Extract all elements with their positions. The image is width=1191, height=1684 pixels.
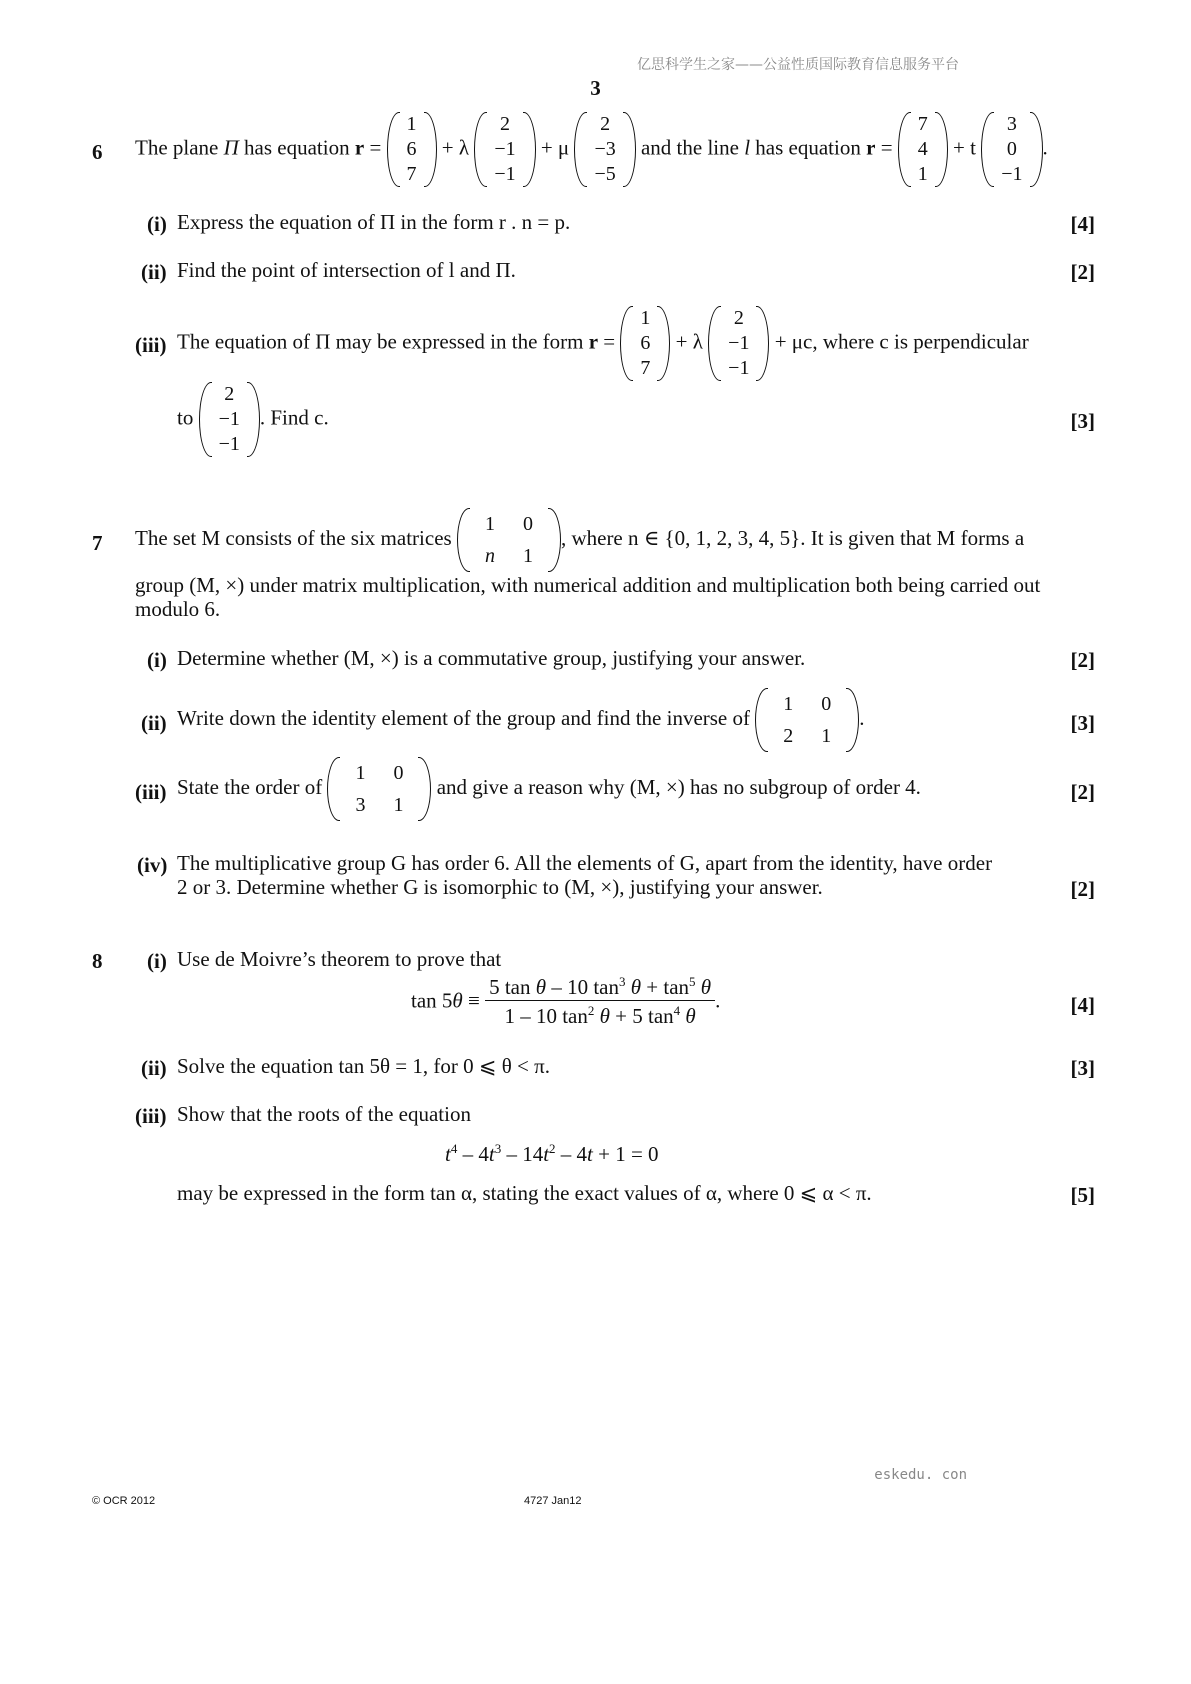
q7-intro-b: , where n ∈ {0, 1, 2, 3, 4, 5}. It is given that M forms a (560, 525, 1025, 550)
cell: 1 (393, 794, 404, 816)
cell: 2 (783, 725, 794, 747)
q6-part-iii-to: to (177, 405, 194, 430)
q7-part-ii-mark: [3] (1070, 711, 1095, 735)
q7-part-ii-matrix (755, 688, 859, 752)
cell: 1 (917, 163, 928, 185)
cell: 0 (821, 693, 832, 715)
q7-part-iii-label: (iii) (135, 780, 167, 804)
q7-part-iv-label: (iv) (137, 853, 168, 877)
q8-part-iii-mark: [5] (1070, 1183, 1095, 1207)
cell: 1 (484, 513, 495, 535)
q6-r2: r (866, 135, 876, 160)
cell: −1 (218, 433, 240, 455)
q6-r: r (354, 135, 365, 160)
q6-plus-lambda: + λ (441, 135, 470, 160)
q6-part-iii-mark: [3] (1070, 409, 1095, 433)
q6-part-iii-plus-lambda: + λ (675, 329, 703, 354)
q6-line-text-b: has equation (750, 135, 867, 160)
q8-part-iii-text: Show that the roots of the equation (177, 1102, 471, 1126)
q6-intro-b: has equation (238, 135, 355, 160)
cell: 2 (733, 307, 744, 329)
q6-part-iii-vector-a (620, 306, 670, 381)
q6-part-ii-text: Find the point of intersection of l and Π. (177, 258, 516, 282)
fraction-numerator: 5 tan θ – 10 $\tan^3 \theta + \tan^5 \theta$ (485, 975, 715, 1001)
q6-line-text-a: and the line (640, 135, 745, 160)
q8-part-ii-text: Solve the equation tan 5θ = 1, for 0 ⩽ θ < π. (177, 1054, 550, 1078)
cell: 1 (821, 725, 832, 747)
q6-vector-b (474, 112, 535, 187)
cell: 7 (917, 113, 928, 135)
cell: −1 (494, 163, 516, 185)
q6-stem (135, 112, 1048, 187)
q7-part-iii-text-b: and give a reason why (M, ×) has no subgroup of order 4. (436, 774, 921, 799)
cell: 2 (224, 383, 235, 405)
footer-watermark: eskedu. con (874, 1467, 967, 1483)
q7-part-iv-line1: The multiplicative group G has order 6. All the elements of G, apart from the identity, have order (177, 851, 993, 875)
cell: 4 (917, 138, 928, 160)
q7-stem-line1 (135, 508, 1024, 572)
q7-part-ii-label: (ii) (141, 711, 167, 735)
footer-code: 4727 Jan12 (524, 1495, 582, 1507)
fraction-denominator: 1 – 10 $\tan^2 \theta + 5$ $\tan^4 \theta$ (504, 1003, 696, 1028)
cell: 7 (406, 163, 417, 185)
cell: n (484, 545, 495, 567)
header-watermark: 亿思科学生之家——公益性质国际教育信息服务平台 (637, 57, 959, 73)
q7-intro-a: The set M consists of the six matrices (135, 525, 452, 550)
q6-part-iii-eq: = (598, 329, 621, 354)
cell: 0 (393, 762, 404, 784)
cell: −1 (728, 357, 750, 379)
cell: 0 (522, 513, 533, 535)
q6-equals2: = (875, 135, 898, 160)
q6-vector-d (898, 112, 948, 187)
q7-part-i-mark: [2] (1070, 648, 1095, 672)
cell: 6 (640, 332, 651, 354)
q8-part-iii-text2: may be expressed in the form tan α, stating the exact values of α, where 0 ⩽ α < π. (177, 1181, 872, 1205)
q6-l: l (744, 135, 751, 160)
q7-part-iii-line (177, 757, 921, 821)
q6-vector-e (981, 112, 1042, 187)
page-number: 3 (590, 76, 601, 100)
q8-part-iii-label: (iii) (135, 1104, 167, 1128)
q7-part-iii-mark: [2] (1070, 780, 1095, 804)
q6-part-i-label: (i) (147, 212, 167, 236)
q6-number: 6 (92, 140, 103, 164)
q6-part-iii-find: . Find c. (259, 405, 329, 430)
q6-part-iii-line2 (177, 382, 329, 457)
q8-part-ii-label: (ii) (141, 1056, 167, 1080)
q6-equals: = (364, 135, 387, 160)
cell: −1 (728, 332, 750, 354)
cell: 1 (406, 113, 417, 135)
cell: 3 (355, 794, 366, 816)
cell: −1 (218, 408, 240, 430)
q6-part-i-text: Express the equation of Π in the form r . n = p. (177, 210, 571, 234)
q6-part-iii-line1 (177, 306, 1029, 381)
q8-identity: tan 5θ ≡ $\frac{5 \tan \theta - 10 \tan^3 \theta + \tan^5 \theta}{1 - 10 \tan^2 \theta + 5 \tan^4 \theta}$ . (411, 974, 721, 1028)
q8-part-ii-mark: [3] (1070, 1056, 1095, 1080)
cell: 1 (640, 307, 651, 329)
q6-plus-mu: + μ (540, 135, 570, 160)
q6-part-iii-vector-b (708, 306, 769, 381)
q7-number: 7 (92, 531, 103, 555)
q7-part-iii-text-a: State the order of (177, 774, 323, 799)
q6-vector-c (574, 112, 635, 187)
footer-copyright: © OCR 2012 (92, 1495, 156, 1507)
q7-part-iv-mark: [2] (1070, 877, 1095, 901)
cell: −5 (594, 163, 616, 185)
q8-part-i-mark: [4] (1070, 993, 1095, 1017)
cell: 7 (640, 357, 651, 379)
q8-number: 8 (92, 949, 103, 973)
cell: 1 (522, 545, 533, 567)
q6-vector-a (387, 112, 437, 187)
cell: 0 (1006, 138, 1017, 160)
q6-part-ii-label: (ii) (141, 260, 167, 284)
q6-part-iii-vector-perp (199, 382, 260, 457)
q6-part-iii-text-b: + μc, where c is perpendicular (774, 329, 1029, 354)
q7-part-iv-line2: 2 or 3. Determine whether G is isomorphic to (M, ×), justifying your answer. (177, 875, 823, 899)
q7-part-iii-matrix (327, 757, 431, 821)
cell: 2 (600, 113, 611, 135)
q6-plus-t: + t (953, 135, 976, 160)
cell: −1 (1001, 163, 1023, 185)
q7-part-i-text: Determine whether (M, ×) is a commutative group, justifying your answer. (177, 646, 806, 670)
identity-lhs: tan 5θ ≡ (411, 988, 480, 1013)
q6-part-iii-text-a: The equation of Π may be expressed in the form (177, 329, 584, 354)
cell: 1 (783, 693, 794, 715)
cell: 2 (499, 113, 510, 135)
q7-part-ii-text: Write down the identity element of the group and find the inverse of (177, 705, 750, 730)
q6-part-ii-mark: [2] (1070, 260, 1095, 284)
cell: −1 (494, 138, 516, 160)
identity-fraction (485, 975, 715, 1027)
q6-part-iii-r: r (588, 329, 599, 354)
q6-part-iii-label: (iii) (135, 333, 167, 357)
q8-part-i-label: (i) (147, 949, 167, 973)
q6-pi: Π (223, 135, 239, 160)
q6-end: . (1042, 135, 1048, 160)
q7-part-ii-line (177, 688, 865, 752)
q8-quartic-equation: $t^4 - 4t^3 - 14t^2 - 4t + 1 = 0$ (445, 1141, 659, 1166)
q8-part-i-text: Use de Moivre’s theorem to prove that (177, 947, 502, 971)
cell: 1 (355, 762, 366, 784)
q6-intro-a: The plane (135, 135, 224, 160)
cell: −3 (594, 138, 616, 160)
cell: 3 (1006, 113, 1017, 135)
q7-part-ii-end: . (859, 705, 865, 730)
cell: 6 (406, 138, 417, 160)
q7-part-i-label: (i) (147, 648, 167, 672)
q7-stem-line2: group (M, ×) under matrix multiplication, with numerical addition and multiplication both being carried out (135, 573, 1041, 597)
q7-matrix-n (457, 508, 561, 572)
q6-part-i-mark: [4] (1070, 212, 1095, 236)
q7-stem-line3: modulo 6. (135, 597, 221, 621)
